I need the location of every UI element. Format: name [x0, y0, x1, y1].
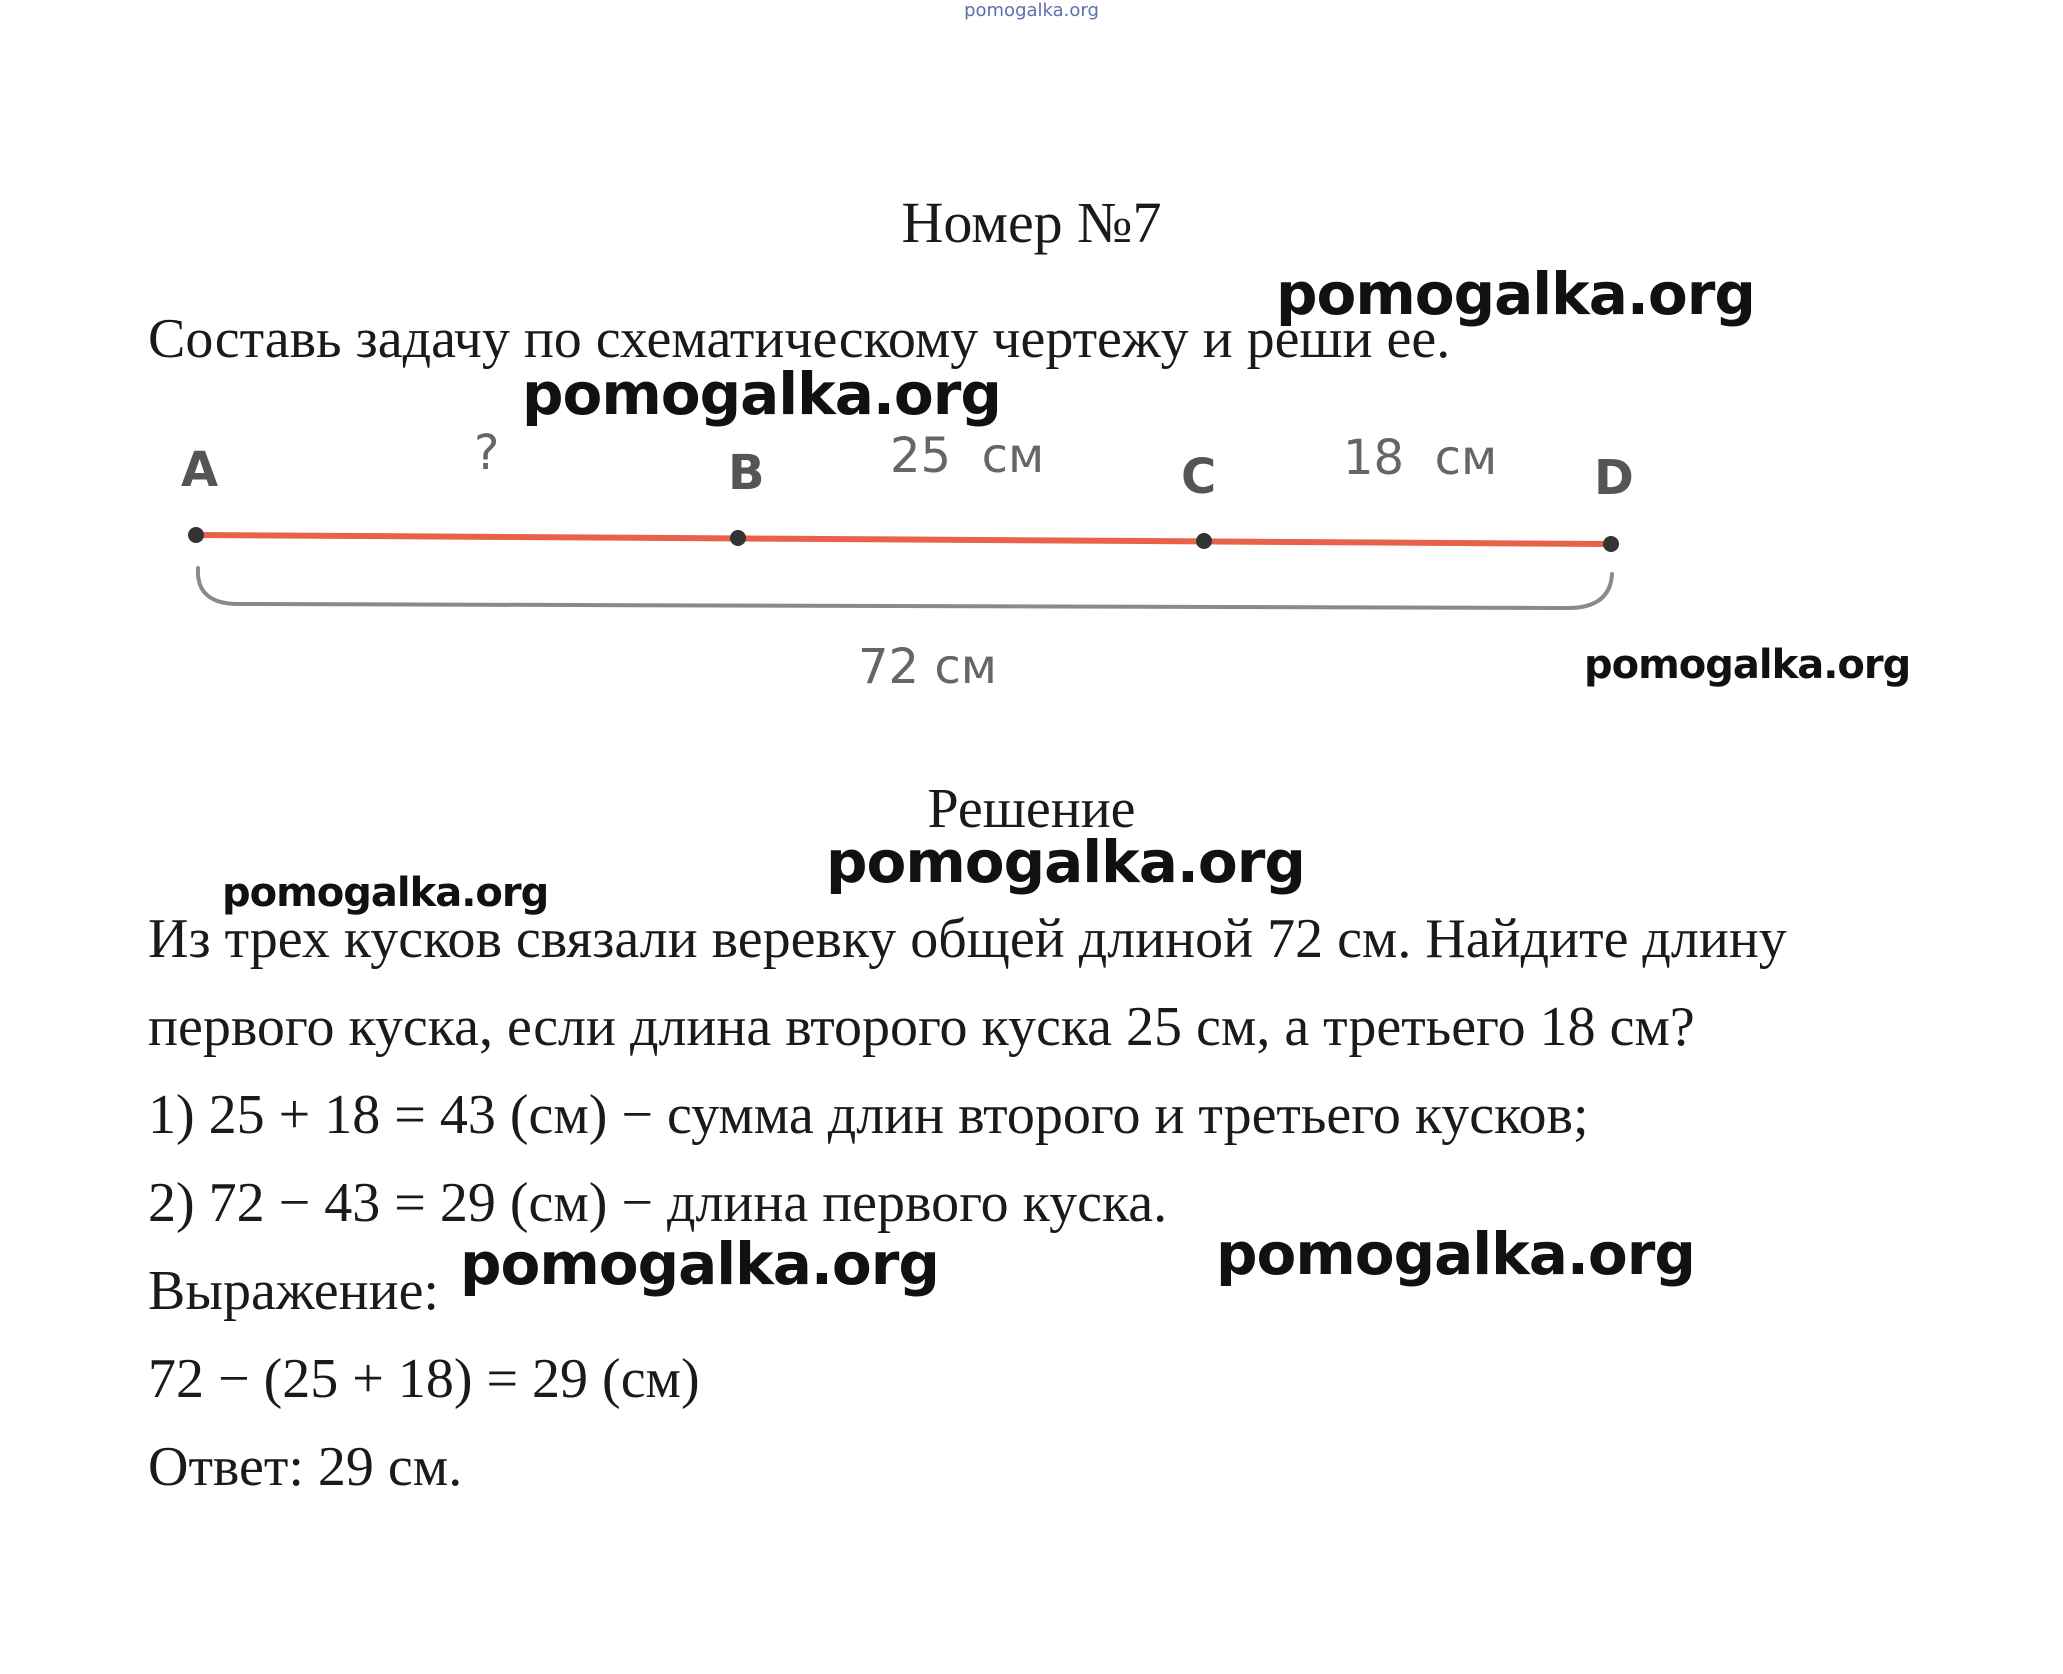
- top-watermark: pomogalka.org: [964, 0, 1099, 21]
- watermark: pomogalka.org: [1276, 260, 1755, 328]
- point-label-c: C: [1181, 449, 1217, 505]
- watermark: pomogalka.org: [1216, 1220, 1695, 1288]
- total-length-label: 72 см: [858, 639, 997, 695]
- problem-line-1: Из трех кусков связали веревку общей длиной 72 см. Найдите длину: [148, 908, 1787, 970]
- segment-label-cd: 18 см: [1343, 430, 1498, 486]
- watermark: pomogalka.org: [1584, 642, 1911, 688]
- page-title: Номер №7: [901, 190, 1162, 255]
- point-label-b: B: [728, 445, 765, 501]
- point-c: [1196, 533, 1212, 549]
- solution-step-1: 1) 25 + 18 = 43 (см) − сумма длин второго и третьего кусков;: [148, 1084, 1589, 1146]
- expression: 72 − (25 + 18) = 29 (см): [148, 1348, 700, 1410]
- solution-heading: Решение: [927, 778, 1136, 840]
- segment-label-bc: 25 см: [890, 428, 1045, 484]
- point-d: [1603, 536, 1619, 552]
- point-a: [188, 527, 204, 543]
- problem-line-2: первого куска, если длина второго куска 25 см, а третьего 18 см?: [148, 996, 1695, 1058]
- solution-step-2: 2) 72 − 43 = 29 (см) − длина первого куска.: [148, 1172, 1168, 1234]
- watermark: pomogalka.org: [222, 870, 549, 916]
- task-text: Составь задачу по схематическому чертежу и реши ее.: [148, 308, 1451, 370]
- point-b: [730, 530, 746, 546]
- point-label-a: A: [181, 442, 219, 498]
- expression-label: Выражение:: [148, 1260, 439, 1322]
- point-label-d: D: [1594, 450, 1634, 506]
- watermark: pomogalka.org: [826, 828, 1305, 896]
- watermark: pomogalka.org: [460, 1230, 939, 1298]
- answer: Ответ: 29 см.: [148, 1436, 463, 1498]
- total-brace: [198, 568, 1612, 608]
- segment-label-ab: ?: [474, 425, 500, 481]
- watermark: pomogalka.org: [522, 360, 1001, 428]
- segment-line: [196, 535, 1611, 544]
